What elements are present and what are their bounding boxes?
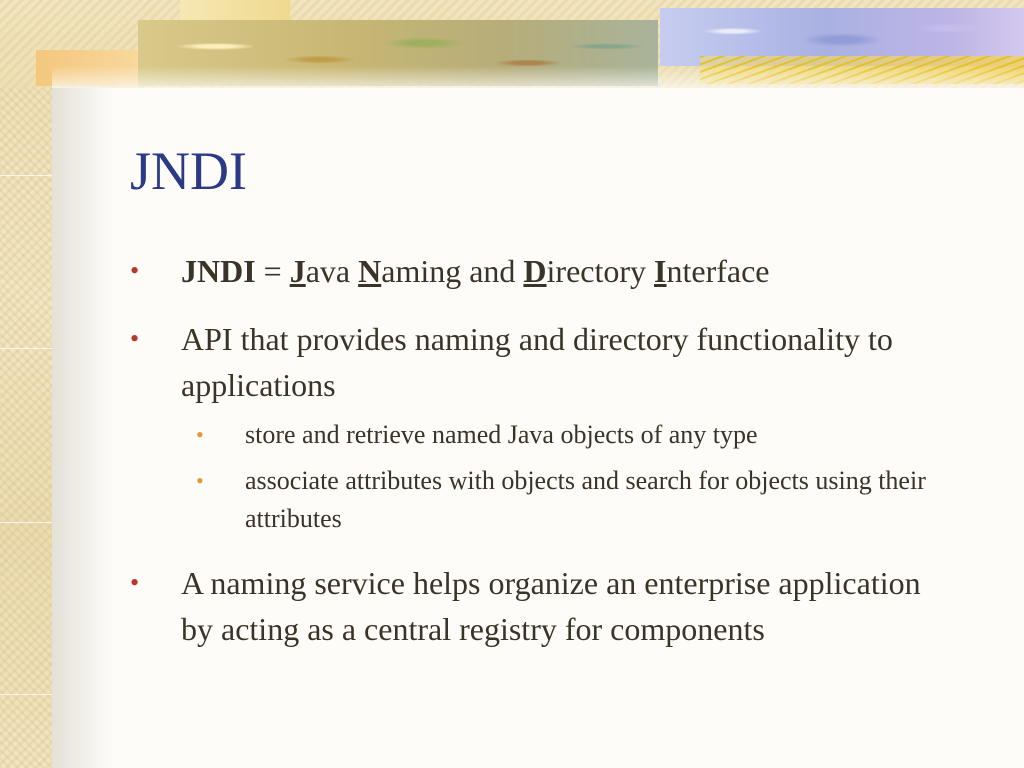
left-shade xyxy=(52,0,112,768)
bullet-api-description xyxy=(130,316,950,408)
left-parchment-strip xyxy=(0,0,52,768)
strip-seam xyxy=(0,348,52,349)
acronym-rest-java: ava xyxy=(305,253,359,289)
equals-sign: = xyxy=(255,253,290,289)
sub-bullet-attributes xyxy=(130,462,950,538)
acronym-letter-i: I xyxy=(654,253,667,289)
acronym-rest-interface: nterface xyxy=(666,253,770,289)
acronym-letter-j: J xyxy=(289,253,306,289)
bullet-marker: • xyxy=(130,568,140,597)
sub-bullet-store-retrieve xyxy=(130,416,950,454)
acronym-rest-directory: irectory xyxy=(546,253,655,289)
bullet-marker: • xyxy=(130,324,140,353)
jndi-term: JNDI xyxy=(181,253,256,289)
slide-title: JNDI xyxy=(130,141,247,201)
bullet-list xyxy=(130,248,950,662)
acronym-rest-naming: aming and xyxy=(381,253,524,289)
banner-fade xyxy=(52,66,1024,88)
bullet-jndi-definition xyxy=(130,248,950,294)
sub-bullet-marker: • xyxy=(196,468,204,493)
sub-bullet-marker: • xyxy=(196,422,204,447)
acronym-letter-n: N xyxy=(358,253,382,289)
strip-seam xyxy=(0,694,52,695)
strip-seam xyxy=(0,522,52,523)
bullet-naming-service xyxy=(130,560,950,652)
bullet-text: A naming service helps organize an enterprise application by acting as a central registry for components xyxy=(181,565,921,647)
sub-bullet-text: store and retrieve named Java objects of any type xyxy=(245,420,758,449)
bullet-text: API that provides naming and directory functionality to applications xyxy=(181,321,893,403)
decorative-banner xyxy=(0,0,1024,88)
bullet-marker: • xyxy=(130,256,140,285)
acronym-letter-d: D xyxy=(523,253,547,289)
banner-leaves-top xyxy=(180,0,290,22)
strip-seam xyxy=(0,175,52,176)
sub-bullet-text: associate attributes with objects and search for objects using their attributes xyxy=(245,466,926,533)
